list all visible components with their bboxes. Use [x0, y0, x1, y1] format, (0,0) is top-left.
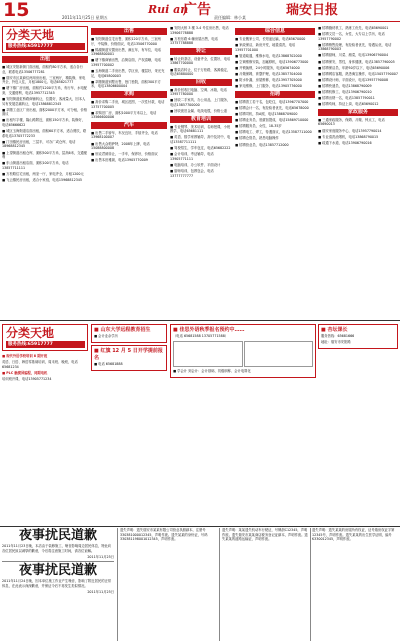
list-item: ■ 招聘厨师，川菜、湘菜，电话13906790004 [318, 53, 389, 58]
list-item: ■ 招聘司机，持A照，电话13868709000 [235, 112, 298, 117]
ad-box [91, 324, 167, 343]
list-item: ■ 安阳大桥 3 楼 3-4 号住房出售，电话13906778888 [170, 26, 229, 35]
notice-title: 夜事扰民道歉 [18, 528, 97, 543]
list-item: ■ PLC 触摸屏编程，同期电机 [2, 370, 48, 375]
list-item: ■ 招聘营业员，电话13857712000 [235, 142, 289, 147]
list-item: ■ 招聘文员一名，女性，大专以上学历，电话13957790002 [318, 32, 385, 41]
list-item: ■ 招聘业务员，底薪加提成，电话15869710000 [235, 118, 309, 123]
notice [2, 528, 114, 559]
section-recycle: 回收 [170, 79, 232, 86]
list-item: ■ 上望街道出租仓库，面积500平方米，层高6米，交通便利 [2, 150, 88, 160]
middle-column-d [318, 324, 398, 524]
list-item: ■ 招聘保安，男性，身体健康，电话13857790005 [318, 59, 395, 64]
divider [0, 320, 400, 321]
list-item: ■ 瑞安市区某商住两用房出租，三室两厅，精装修，家电齐全，拎包入住，月租1800元。电话65821777 [2, 75, 86, 85]
list-item: ■ 出售二手轿车，车况良好，手续齐全，电话13968100007 [91, 130, 158, 140]
list-item: ■ 电话 65681888 [94, 362, 123, 367]
ad-heading: ■ 山东大学远程教育招生 [94, 327, 151, 333]
list-item: ■ 月嫂保姆，育婴护理，电话13857704000 [235, 72, 302, 77]
divider [0, 526, 400, 527]
column-a [2, 26, 88, 317]
issue-date: 2011年11月25日 星期五 [62, 15, 108, 20]
list-item: ■ 莘塍工业区厂房出租，面积2000平方米，可分租，价格面议 [2, 107, 88, 117]
section-misc: 综合信息 [235, 28, 315, 35]
column-e [318, 26, 398, 317]
list-item: ■ 汀田镇民房出租，三层半，可办厂或仓库，电话18968812345 [2, 139, 76, 149]
divider [219, 528, 220, 641]
list-item: ■ 招聘普工若干名，包吃住，电话13967707000 [235, 99, 309, 104]
list-item: ■ 出售大众帕萨特，2008年上牌，电话15088800008 [91, 141, 150, 151]
notice-text: 遗失声明：遗失某某的房屋所有权证，证号瑞房权证字第12345号，声明作废。遗失某某的出生医学证明，编号K330012345，声明作废。 [312, 528, 395, 542]
list-item: ■ 回收二手家具、办公用品，上门服务，电话15857700000 [170, 98, 231, 108]
section-title: 广告 [183, 2, 211, 18]
notice-text: 遗失声明：遗失瑞安市某某有限公司营业执照副本，注册号330381000012345，声明作废。遗失某某的身份证，号码330381198001012345，声明作废。 [120, 528, 208, 542]
list-item: ■ 出租写字楼，隆山路附近，面积150平方米，装修好，电话65666622 [2, 118, 85, 128]
apology-notices [2, 528, 114, 641]
middle-column-b [91, 324, 167, 524]
middle-column-a [2, 324, 88, 524]
section-recruit: 招聘 [235, 91, 315, 98]
list-item: ■ 学会计 到会计：会计基础、初级职称、会计电算化 [173, 368, 251, 373]
classified-banner-2 [2, 324, 88, 351]
list-item: ■ 转让奶茶店，设备齐全，位置好，电话13867700000 [170, 56, 231, 66]
ad-phone: （电话 65681588 13705771588） [173, 334, 229, 338]
list-item: ■ 万松东路 6 幢房屋出售，电话13757788888 [170, 36, 218, 46]
ad-box [318, 324, 398, 349]
list-item: ■ 空调维修安装，加氟移机，电话13906773000 [235, 59, 309, 64]
notice-column-c [222, 528, 310, 641]
column-d [235, 26, 315, 317]
notice-text: 2011年11月23日晚，本店由于装修施工，噪音影响周边居民休息，特此向各位居民致以诚挚的歉意，今后将注意施工时间，请各位谅解。 [2, 544, 112, 553]
list-item: ■ 英语、数学家教辅导，高中及初中，电话13587711111 [170, 135, 231, 144]
banner-title: 分类天地 [6, 326, 55, 340]
list-item: ■ 防水补漏，房屋维修，电话13957705000 [235, 78, 302, 83]
list-item: ■ 会计培训，考证辅导，电话13905771111 [170, 152, 214, 161]
list-item: ■ 招聘服务员，女性，18-35岁 [235, 124, 282, 129]
schedule-grid [173, 341, 313, 367]
list-item: ■ 高价求购二手房，城区范围，一次性付款，电话13757700005 [91, 99, 165, 109]
grid-cell [173, 341, 243, 367]
list-item: ■ 塘下镇商铺出售，沿街店面，产权清晰，电话13957700002 [91, 58, 162, 67]
banner-phone: 服务热线:65917777 [6, 43, 85, 50]
list-item: ■ 求购旧厂房，面积1000平方米以上，电话13566600006 [91, 110, 157, 120]
section-home: 家政服务 [318, 109, 398, 116]
list-item: ■ 安阳街道虹桥路商铺转让，位置好，客流量大，因本人另有发展忍痛转让，电话13868812345 [2, 97, 86, 106]
list-item: ■ 瑞安家庭服务中心，电话13957790014 [318, 128, 382, 133]
list-item: ■ 招聘电工、焊工，待遇面议，电话13587711000 [235, 130, 312, 135]
list-item: ■ 专业清洗油烟机，电话13868790015 [318, 134, 379, 139]
list-item: ■ 专业搬家公司，长短途运输，电话65670000 [235, 37, 306, 41]
list-item: ■ 飞云镇民房出租，适合小家庭，电话15968812345 [2, 177, 82, 182]
newspaper-brand: 瑞安日报 [286, 3, 339, 18]
list-item: ■ 会计业余学历 [94, 334, 118, 338]
ad-heading: ■ 红旗 12 月 5 日开学提前报名 [94, 348, 163, 362]
column-c [170, 26, 232, 317]
notice-title: 夜事扰民道歉 [18, 563, 97, 579]
list-item: ■ 万松路住宅出租，两室一厅，家电齐全，月租1200元 [2, 171, 84, 176]
banner-title: 分类天地 [6, 28, 55, 42]
section-latin: Rui an [148, 3, 189, 16]
list-item: ■ 专业钢琴、美术培训，名师授课，小班教学，电话65681111 [170, 124, 231, 134]
section-qiu: 求购 [91, 91, 167, 98]
list-item: ■ 开锁换锁，24小时服务，电话65674000 [235, 65, 300, 70]
list-item: ■ 家电维修，上门服务，电话13905776000 [235, 84, 302, 89]
notice-column-b [120, 528, 216, 641]
banner-phone: 服务热线:65917777 [6, 341, 85, 348]
list-item: 服务热线：65681666 [321, 334, 355, 338]
list-item: ■ 别克君威转让，一手车，保养好，价格面议 [91, 152, 158, 157]
list-item: ■ 城区安阳新街门面出租，面积约80平方米，适合各行业，联系电话13506777281 [2, 65, 83, 74]
notice-date: 2011年11月25日 [87, 555, 114, 560]
page-header [0, 0, 400, 22]
column-b [91, 26, 167, 317]
grid-cell [244, 341, 314, 367]
section-edu: 教育培训 [170, 116, 232, 123]
section-sale: 出售 [91, 28, 167, 35]
list-item: ■ 驾校招生，学车包过，电话65682222 [170, 146, 231, 151]
list-item: ■ 招聘保洁员，年龄50岁以下，电话65690006 [318, 65, 390, 70]
list-item: ■ 高价回收旧电脑、空调、冰箱，电话13957780000 [170, 87, 227, 97]
list-item: ■ 招聘网店客服，熟悉淘宝操作，电话15057790007 [318, 71, 398, 76]
ad-box [91, 345, 167, 371]
list-item: ■ 招聘缝纫机工，熟练工优先，电话65690001 [318, 26, 389, 30]
ad-heading: ■ 佳思外语秋季报名预约中…… [173, 327, 245, 333]
list-item: ■ 安阳街道住宅出售，面积120平方米，三室两厅，中装修，价格面议，电话13506770000 [91, 37, 161, 46]
list-item: ■ 招聘仓管员，熟悉电脑操作 [235, 136, 279, 141]
list-item: ■ 服装店转让，位于万松路，客源稳定，电话65880000 [170, 67, 231, 77]
list-item: ■ 城区玉海街道店面出租，面积60平方米，适合餐饮，联系电话13705772233 [2, 129, 87, 138]
list-item: ■ 厨师培训，包教包会，电话13777777777 [170, 168, 214, 178]
notice-text: 遗失声明：某某遗失机动车行驶证，号牌浙C12345，声明作废。遗失瑞安市某某商店税务登记证副本，声明作废。遗失某某的道路运输证，声明作废。 [222, 528, 308, 542]
list-item: ■ 锦湖街道安置房出售，满五年，有车位，电话13968800001 [91, 47, 162, 57]
ad-box [170, 324, 316, 378]
list-item: ■ 莘塍街道别墅出售，独门独院，面积300平方米，电话13806600004 [91, 79, 161, 89]
notice [2, 561, 114, 594]
notice-text: 2011年11月24日晚，因本单位施工作业产生噪音，影响了附近居民的正常休息，在此表示深深歉意，并保证今后不再发生类似情况。 [2, 579, 112, 588]
list-item: ■ 出售本田雅阁，电话13905770009 [91, 158, 148, 163]
list-item: ■ 招聘快递员，电话13868790009 [318, 83, 372, 88]
list-item: ■ 招聘幼师，持证上岗，电话65690012 [318, 102, 379, 107]
list-item: ■ 塘下镇厂房出租，面积约1200平方米，有行车，水电配套，交通便利，电话13957712345 [2, 86, 88, 95]
notice-column-d [312, 528, 398, 641]
list-item: ■ 疏通下水道，电话13906790016 [318, 140, 372, 145]
list-item: ■ 管道疏通，维修水电，电话13868702000 [235, 53, 302, 58]
notice-date: 2011年11月25日 [87, 590, 114, 595]
section-transfer: 转让 [170, 48, 232, 55]
list-item: ■ 招聘出纳一名，电话13857790011 [318, 96, 375, 101]
middle-column-c [170, 324, 316, 524]
list-item: ■ 家政保洁，新房开荒，地毯清洗，电话13957701000 [235, 43, 296, 52]
page-number: 15 [3, 0, 30, 21]
classified-banner [2, 26, 88, 53]
list-item: 地址：瑞安市安阳路 [321, 340, 351, 345]
list-item: ■ 招聘销售经理，有经验者优先，待遇从优，电话13868790003 [318, 42, 392, 52]
list-item: ■ 招聘设计师，平面设计，电话13957790008 [318, 77, 389, 82]
divider [310, 528, 311, 641]
list-item: ■ 三通家政服务，保姆、月嫂、钟点工，电话65690013 [318, 117, 385, 127]
section-rent: 出租 [2, 56, 88, 63]
list-item: ■ 电脑培训，办公软件、平面设计 [170, 162, 221, 167]
list-item: ■ 玉海街道二手房出售，学区房，楼层好，采光充足，电话65800003 [91, 69, 165, 78]
editors: 责任编辑：林小某 [214, 15, 246, 20]
list-item: ■ 招聘会计一名，有经验者优先，电话65678000 [235, 105, 309, 110]
section-cars: 汽车 [91, 122, 167, 129]
divider [117, 528, 118, 641]
list-item: 英语、日语、韩语零基础培训，周末班、晚班，电话65681234 [2, 360, 78, 369]
list-item: ■ 东山街道出租店面，面积100平方米，电话13857711111 [2, 161, 69, 170]
list-item: 培训班开课，电话13905771234 [2, 376, 52, 381]
list-item: ■ 现代外语学校培训 8 期开班 [2, 354, 48, 358]
list-item: ■ 回收废旧金属、电线电缆，价格公道 [170, 109, 227, 114]
list-item: ■ 招聘机修工，电话13906790010 [318, 90, 372, 95]
ad-heading: ■ 杏坛课长 [321, 327, 348, 333]
